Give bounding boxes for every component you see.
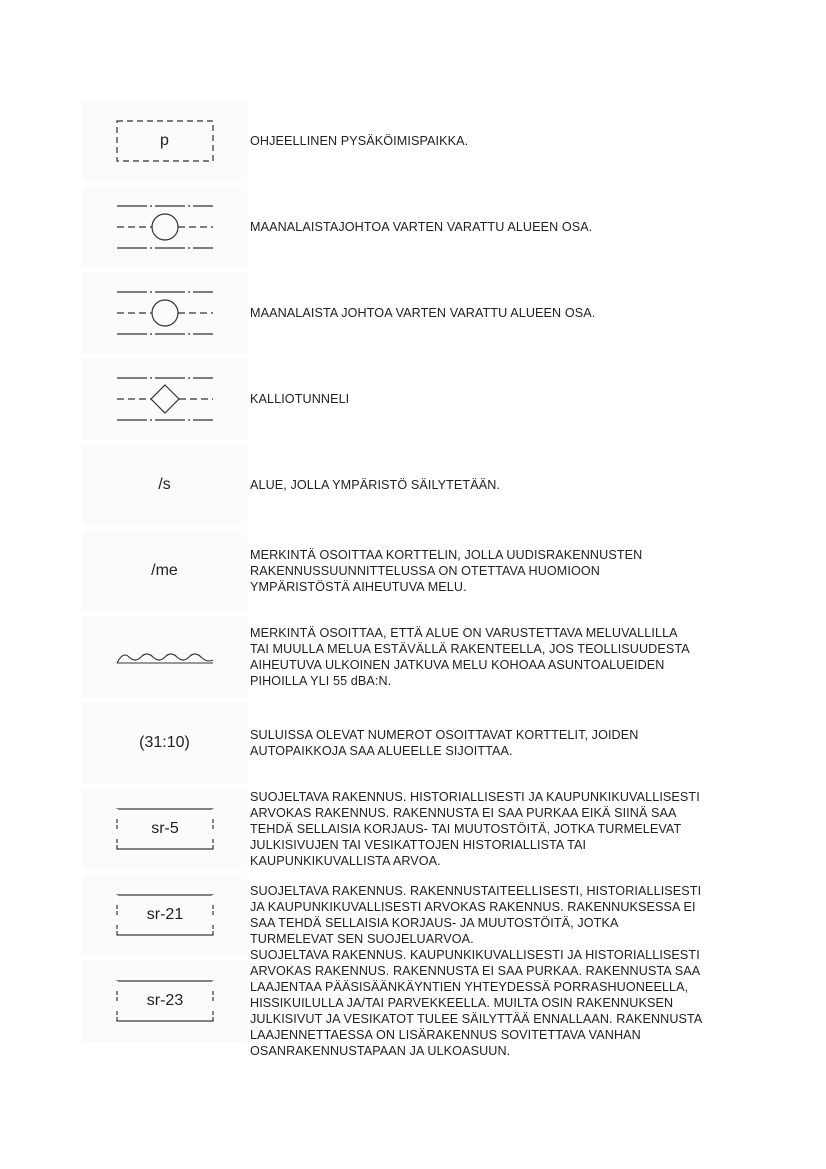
symbol-code: /me	[151, 562, 178, 579]
underground-line-symbol	[82, 272, 247, 354]
diamond-line-icon	[82, 358, 247, 440]
symbol-code: sr-23	[146, 992, 184, 1009]
legend-description: SUOJELTAVA RAKENNUS. RAKENNUSTAITEELLISESTI, HISTORIALLISESTI JA KAUPUNKIKUVALLISESTI ARVOKAS RAKENNUS. RAKENNUKSESSA EI SAA TEHDÄ SELLAISIA KORJAUS- JA MUUTOSTÖITÄ, JOTKA TURMELEVAT SEN SUOJELUARVOA.	[250, 884, 702, 946]
legend-row	[82, 616, 762, 702]
noise-barrier-symbol	[82, 616, 247, 698]
circle-line-icon	[82, 186, 247, 268]
legend-description: KALLIOTUNNELI	[250, 392, 350, 406]
legend-description: ALUE, JOLLA YMPÄRISTÖ SÄILYTETÄÄN.	[250, 478, 500, 492]
legend-row	[82, 788, 762, 874]
legend-description: MERKINTÄ OSOITTAA KORTTELIN, JOLLA UUDISRAKENNUSTEN RAKENNUSSUUNNITTELUSSA ON OTETTAVA HUOMIOON YMPÄRISTÖSTÄ AIHEUTUVA MELU.	[250, 548, 643, 594]
protected-building-symbol	[82, 874, 247, 956]
circle-line-icon	[82, 272, 247, 354]
legend-row	[82, 530, 762, 616]
noise-barrier-icon	[82, 616, 247, 698]
legend-row	[82, 444, 762, 530]
parking-symbol	[82, 100, 247, 182]
noise-notice-symbol	[82, 530, 247, 612]
legend-row	[82, 272, 762, 358]
underground-line-symbol	[82, 186, 247, 268]
preserved-environment-symbol	[82, 444, 247, 526]
legend-description: SUOJELTAVA RAKENNUS. HISTORIALLISESTI JA KAUPUNKIKUVALLISESTI ARVOKAS RAKENNUS. RAKENNUSTA EI SAA PURKAA EIKÄ SIINÄ SAA TEHDÄ SELLAISIA KORJAUS- TAI MUUTOSTÖITÄ, JOTKA TURMELEVAT JULKISIVUJEN TAI VESIKATTOJEN HISTORIALLISTA TAI KAUPUNKIKUVALLISTA ARVOA.	[250, 790, 700, 868]
rock-tunnel-symbol	[82, 358, 247, 440]
legend-description: MAANALAISTA JOHTOA VARTEN VARATTU ALUEEN OSA.	[250, 306, 596, 320]
legend-row	[82, 948, 762, 1080]
legend-row	[82, 702, 762, 788]
legend-row	[82, 358, 762, 444]
legend-description: SULUISSA OLEVAT NUMEROT OSOITTAVAT KORTTELIT, JOIDEN AUTOPAIKKOJA SAA ALUEELLE SIJOITTAA.	[250, 728, 639, 758]
legend-table	[82, 100, 762, 1080]
protected-building-symbol	[82, 788, 247, 870]
symbol-code: (31:10)	[139, 734, 190, 751]
block-reference-symbol	[82, 702, 247, 784]
legend-row	[82, 100, 762, 186]
symbol-code: sr-21	[146, 906, 184, 923]
legend-row	[82, 186, 762, 272]
legend-description: SUOJELTAVA RAKENNUS. KAUPUNKIKUVALLISESTI JA HISTORIALLISESTI ARVOKAS RAKENNUS. RAKENNUSTA EI SAA PURKAA. RAKENNUSTA SAA LAAJENTAA PÄÄSISÄÄNKÄYNTIEN YHTEYDESSÄ PORRASHUONEELLA, HISSIKUILULLA JA/TAI PARVEKKEELLA. MUILTA OSIN RAKENNUKSEN JULKISIVUT JA VESIKATOT TULEE SÄILYTTÄÄ ENNALLAAN. RAKENNUSTA LAAJENNETTAESSA ON LISÄRAKENNUS SOVITETTAVA VANHAN OSANRAKENNUSTAPAAN JA ULKOASUUN.	[250, 948, 703, 1058]
legend-description: MERKINTÄ OSOITTAA, ETTÄ ALUE ON VARUSTETTAVA MELUVALLILLA TAI MUULLA MELUA ESTÄVÄLLÄ RAKENTEELLA, JOS TEOLLISUUDESTA AIHEUTUVA ULKOINEN JATKUVA MELU KOHOAA ASUNTOALUEIDEN PIHOILLA YLI 55 dBA:N.	[250, 626, 690, 688]
symbol-code: /s	[158, 476, 171, 493]
protected-building-symbol	[82, 960, 247, 1042]
legend-description: MAANALAISTAJOHTOA VARTEN VARATTU ALUEEN OSA.	[250, 220, 593, 234]
symbol-code: p	[160, 132, 169, 149]
legend-description: OHJEELLINEN PYSÄKÖIMISPAIKKA.	[250, 134, 469, 148]
symbol-code: sr-5	[151, 820, 179, 837]
